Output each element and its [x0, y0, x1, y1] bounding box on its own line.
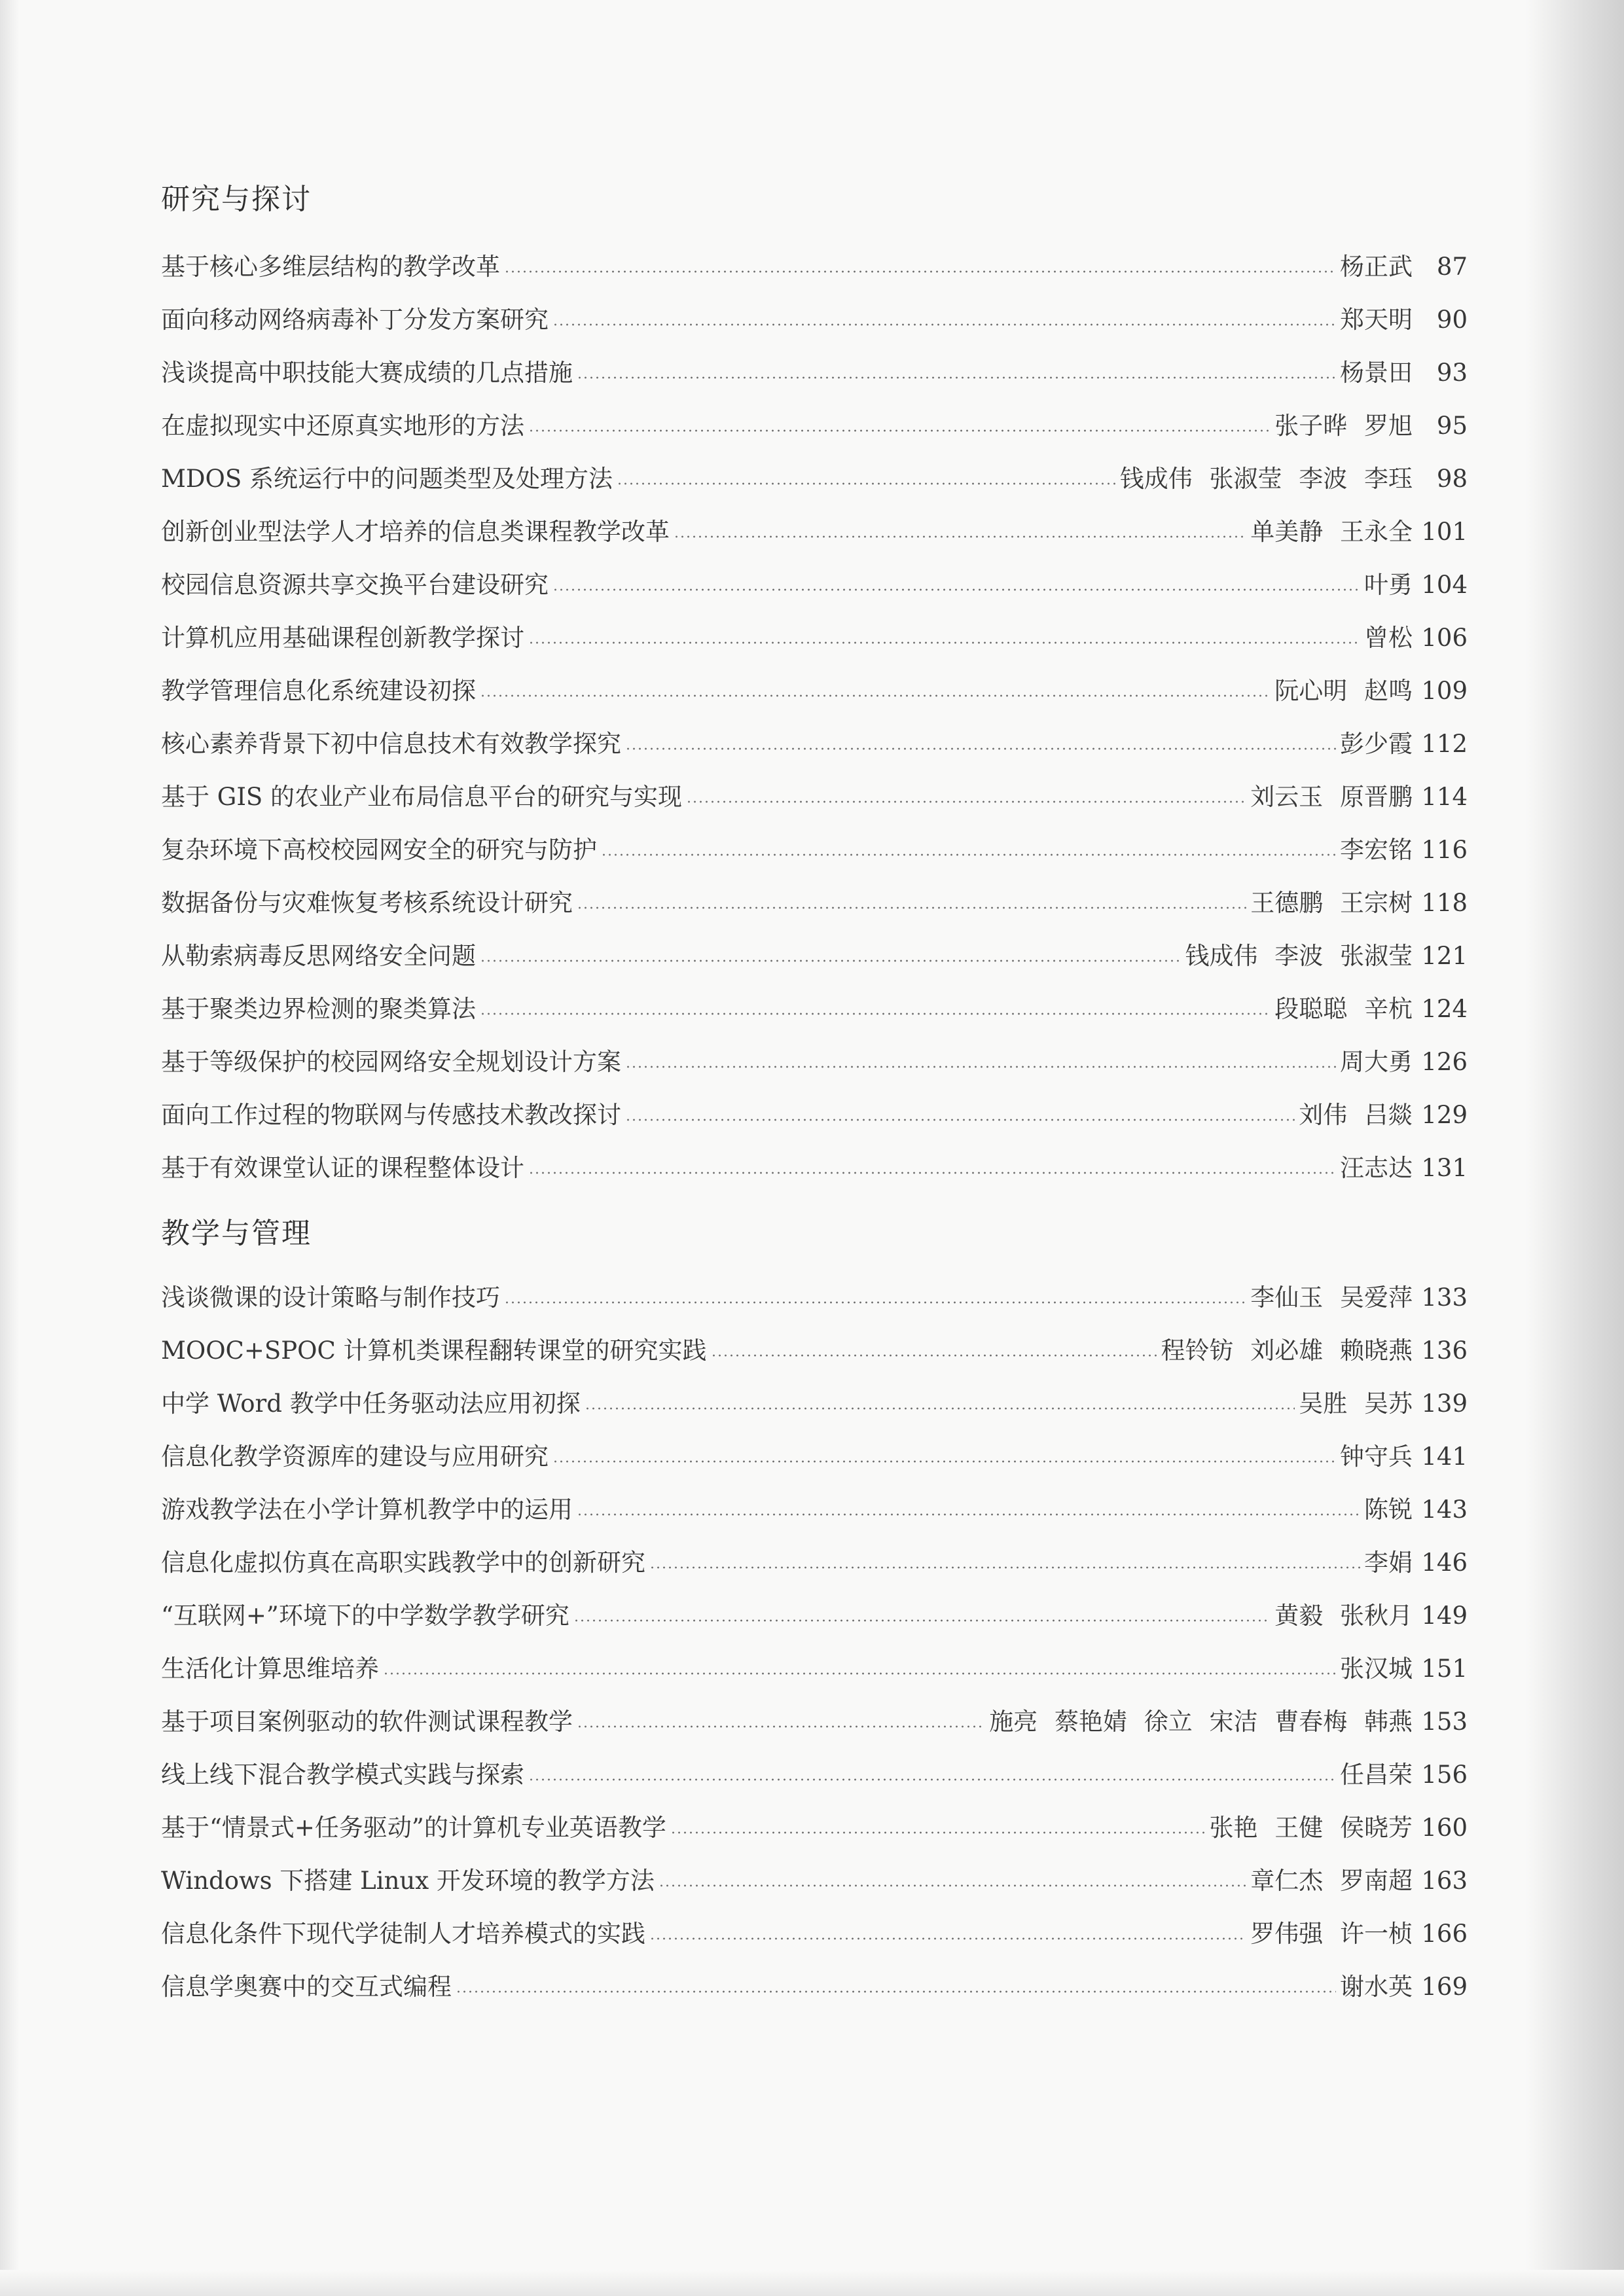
- toc-entry: [161, 1536, 1468, 1589]
- entry-page-number: 169: [1421, 1973, 1468, 2001]
- dot-leader: [480, 1013, 1271, 1015]
- entry-title: 基于等级保护的校园网络安全规划设计方案: [161, 1048, 621, 1076]
- entry-page-number: 95: [1436, 412, 1468, 440]
- entry-page-number: 126: [1421, 1048, 1468, 1076]
- entry-page-number: 143: [1421, 1496, 1468, 1524]
- dot-leader: [552, 1460, 1336, 1463]
- entry-page-number: 87: [1436, 253, 1468, 281]
- entry-page-number: 149: [1421, 1602, 1468, 1630]
- dot-leader: [617, 482, 1116, 485]
- dot-leader: [552, 588, 1360, 591]
- entry-authors: 施亮 蔡艳婧 徐立 宋洁 曹春梅 韩燕: [989, 1708, 1413, 1736]
- entry-page-number: 146: [1421, 1549, 1468, 1577]
- toc-entry: [161, 293, 1468, 346]
- dot-leader: [528, 1172, 1336, 1174]
- dot-leader: [552, 323, 1336, 326]
- toc-entry: [161, 823, 1468, 876]
- toc-entry: [161, 1271, 1468, 1324]
- toc-entry: [161, 611, 1468, 664]
- entry-authors: 张汉城: [1340, 1655, 1413, 1683]
- entry-title: 复杂环境下高校校园网安全的研究与防护: [161, 836, 597, 864]
- toc-entry: [161, 1035, 1468, 1088]
- entry-authors: 郑天明: [1340, 306, 1413, 334]
- entry-authors: 罗伟强 许一桢: [1250, 1920, 1413, 1948]
- entry-page-number: 104: [1421, 571, 1468, 599]
- toc-entry: [161, 505, 1468, 558]
- scan-edge-right: [1526, 0, 1624, 2296]
- dot-leader: [456, 1990, 1336, 1993]
- entry-page-number: 93: [1436, 359, 1468, 387]
- toc-entry: [161, 399, 1468, 452]
- dot-leader: [670, 1831, 1206, 1834]
- toc-entry: [161, 770, 1468, 823]
- entry-page-number: 124: [1421, 995, 1468, 1023]
- entry-page-number: 101: [1421, 518, 1468, 546]
- dot-leader: [674, 535, 1246, 538]
- entry-page-number: 163: [1421, 1867, 1468, 1895]
- entry-title: 从勒索病毒反思网络安全问题: [161, 942, 476, 970]
- entry-title: 教学管理信息化系统建设初探: [161, 677, 476, 705]
- entry-authors: 黄毅 张秋月: [1274, 1602, 1413, 1630]
- toc-entry: [161, 1088, 1468, 1141]
- entry-title: 基于“情景式+任务驱动”的计算机专业英语教学: [161, 1814, 666, 1842]
- entry-authors: 李娟: [1364, 1549, 1413, 1577]
- entry-page-number: 139: [1421, 1390, 1468, 1418]
- entry-title: 基于项目案例驱动的软件测试课程教学: [161, 1708, 573, 1736]
- entry-title: 核心素养背景下初中信息技术有效教学探究: [161, 730, 621, 758]
- dot-leader: [625, 1066, 1336, 1068]
- entry-authors: 曾松: [1364, 624, 1413, 652]
- dot-leader: [649, 1566, 1360, 1569]
- entry-title: 浅谈提高中职技能大赛成绩的几点措施: [161, 359, 573, 387]
- entry-title: 信息学奥赛中的交互式编程: [161, 1973, 452, 2001]
- entry-title: 信息化虚拟仿真在高职实践教学中的创新研究: [161, 1549, 645, 1577]
- dot-leader: [686, 800, 1246, 803]
- entry-title: 面向工作过程的物联网与传感技术教改探讨: [161, 1101, 621, 1129]
- entry-title: 中学 Word 教学中任务驱动法应用初探: [161, 1390, 581, 1418]
- entry-page-number: 112: [1421, 730, 1468, 758]
- entry-title: 数据备份与灾难恢复考核系统设计研究: [161, 889, 573, 917]
- dot-leader: [528, 641, 1360, 644]
- toc-entry: [161, 1854, 1468, 1907]
- entry-page-number: 136: [1421, 1336, 1468, 1365]
- entry-title: MOOC+SPOC 计算机类课程翻转课堂的研究实践: [161, 1336, 707, 1365]
- toc-entry: [161, 346, 1468, 399]
- entry-authors: 周大勇: [1340, 1048, 1413, 1076]
- entry-title: 基于有效课堂认证的课程整体设计: [161, 1154, 524, 1182]
- entry-page-number: 131: [1421, 1154, 1468, 1182]
- entry-title: 校园信息资源共享交换平台建设研究: [161, 571, 549, 599]
- entry-title: MDOS 系统运行中的问题类型及处理方法: [161, 465, 613, 493]
- entry-authors: 章仁杰 罗南超: [1250, 1867, 1413, 1895]
- scan-edge-left: [0, 0, 20, 2296]
- entry-title: 在虚拟现实中还原真实地形的方法: [161, 412, 524, 440]
- dot-leader: [625, 1119, 1295, 1121]
- entry-page-number: 114: [1421, 783, 1468, 811]
- entry-page-number: 98: [1436, 465, 1468, 493]
- entry-title: 信息化条件下现代学徒制人才培养模式的实践: [161, 1920, 645, 1948]
- toc-entry: [161, 982, 1468, 1035]
- entry-page-number: 153: [1421, 1708, 1468, 1736]
- dot-leader: [625, 747, 1336, 750]
- entry-authors: 汪志达: [1340, 1154, 1413, 1182]
- toc-entry: [161, 1483, 1468, 1536]
- entry-authors: 段聪聪 辛杭: [1274, 995, 1413, 1023]
- entry-title: 计算机应用基础课程创新教学探讨: [161, 624, 524, 652]
- entry-authors: 钟守兵: [1340, 1443, 1413, 1471]
- toc-entry: [161, 929, 1468, 982]
- entry-title: 线上线下混合教学模式实践与探索: [161, 1761, 524, 1789]
- entry-authors: 李仙玉 吴爱萍: [1250, 1283, 1413, 1312]
- toc-entry: [161, 558, 1468, 611]
- toc-entry: [161, 1907, 1468, 1960]
- entry-authors: 单美静 王永全: [1250, 518, 1413, 546]
- entry-authors: 张子晔 罗旭: [1274, 412, 1413, 440]
- toc-list-teaching: [161, 1271, 1468, 2013]
- entry-page-number: 90: [1436, 306, 1468, 334]
- entry-authors: 吴胜 吴苏: [1299, 1390, 1413, 1418]
- entry-title: 信息化教学资源库的建设与应用研究: [161, 1443, 549, 1471]
- entry-page-number: 116: [1421, 836, 1468, 864]
- entry-title: 游戏教学法在小学计算机教学中的运用: [161, 1496, 573, 1524]
- dot-leader: [504, 1301, 1246, 1304]
- dot-leader: [649, 1937, 1246, 1940]
- entry-authors: 程铃钫 刘必雄 赖晓燕: [1161, 1336, 1413, 1365]
- entry-authors: 陈锐: [1364, 1496, 1413, 1524]
- entry-page-number: 160: [1421, 1814, 1468, 1842]
- dot-leader: [601, 853, 1336, 856]
- dot-leader: [504, 270, 1336, 273]
- entry-title: 浅谈微课的设计策略与制作技巧: [161, 1283, 500, 1312]
- entry-authors: 钱成伟 张淑莹 李波 李珏: [1119, 465, 1413, 493]
- dot-leader: [528, 429, 1271, 432]
- entry-title: 基于聚类边界检测的聚类算法: [161, 995, 476, 1023]
- entry-authors: 谢水英: [1340, 1973, 1413, 2001]
- toc-entry: [161, 1430, 1468, 1483]
- dot-leader: [573, 1619, 1271, 1622]
- entry-page-number: 118: [1421, 889, 1468, 917]
- dot-leader: [480, 694, 1271, 697]
- toc-entry: [161, 876, 1468, 929]
- entry-authors: 任昌荣: [1340, 1761, 1413, 1789]
- entry-authors: 阮心明 赵鸣: [1274, 677, 1413, 705]
- section-heading-teaching: 教学与管理: [161, 1217, 312, 1250]
- entry-authors: 王德鹏 王宗树: [1250, 889, 1413, 917]
- entry-title: 面向移动网络病毒补丁分发方案研究: [161, 306, 549, 334]
- entry-page-number: 106: [1421, 624, 1468, 652]
- entry-title: Windows 下搭建 Linux 开发环境的教学方法: [161, 1867, 655, 1895]
- toc-entry: [161, 240, 1468, 293]
- entry-page-number: 166: [1421, 1920, 1468, 1948]
- entry-authors: 张艳 王健 侯晓芳: [1209, 1814, 1413, 1842]
- entry-title: 基于 GIS 的农业产业布局信息平台的研究与实现: [161, 783, 683, 811]
- toc-entry: [161, 1748, 1468, 1801]
- entry-page-number: 121: [1421, 942, 1468, 970]
- entry-page-number: 109: [1421, 677, 1468, 705]
- entry-page-number: 133: [1421, 1283, 1468, 1312]
- entry-page-number: 129: [1421, 1101, 1468, 1129]
- toc-entry: [161, 1642, 1468, 1695]
- entry-page-number: 156: [1421, 1761, 1468, 1789]
- toc-entry: [161, 664, 1468, 717]
- dot-leader: [577, 1725, 985, 1728]
- entry-authors: 杨景田: [1340, 359, 1413, 387]
- dot-leader: [480, 960, 1181, 962]
- toc-entry: [161, 1141, 1468, 1194]
- dot-leader: [528, 1778, 1336, 1781]
- entry-title: 基于核心多维层结构的教学改革: [161, 253, 500, 281]
- entry-title: 生活化计算思维培养: [161, 1655, 379, 1683]
- toc-entry: [161, 1695, 1468, 1748]
- entry-authors: 钱成伟 李波 张淑莹: [1185, 942, 1413, 970]
- dot-leader: [383, 1672, 1336, 1675]
- toc-entry: [161, 1960, 1468, 2013]
- entry-authors: 杨正武: [1340, 253, 1413, 281]
- dot-leader: [577, 376, 1336, 379]
- scan-edge-bottom: [0, 2270, 1624, 2296]
- entry-authors: 彭少霞: [1340, 730, 1413, 758]
- toc-entry: [161, 452, 1468, 505]
- toc-entry: [161, 1589, 1468, 1642]
- dot-leader: [577, 906, 1246, 909]
- dot-leader: [659, 1884, 1246, 1887]
- entry-authors: 刘伟 吕燚: [1299, 1101, 1413, 1129]
- entry-authors: 刘云玉 原晋鹏: [1250, 783, 1413, 811]
- toc-entry: [161, 1377, 1468, 1430]
- dot-leader: [577, 1513, 1360, 1516]
- entry-page-number: 141: [1421, 1443, 1468, 1471]
- entry-authors: 叶勇: [1364, 571, 1413, 599]
- toc-entry: [161, 717, 1468, 770]
- toc-entry: [161, 1324, 1468, 1377]
- entry-authors: 李宏铭: [1340, 836, 1413, 864]
- section-heading-research: 研究与探讨: [161, 183, 312, 216]
- entry-page-number: 151: [1421, 1655, 1468, 1683]
- toc-entry: [161, 1801, 1468, 1854]
- toc-list-research: [161, 240, 1468, 1194]
- entry-title: “互联网+”环境下的中学数学教学研究: [161, 1602, 569, 1630]
- entry-title: 创新创业型法学人才培养的信息类课程教学改革: [161, 518, 670, 546]
- dot-leader: [585, 1407, 1295, 1410]
- dot-leader: [711, 1354, 1157, 1357]
